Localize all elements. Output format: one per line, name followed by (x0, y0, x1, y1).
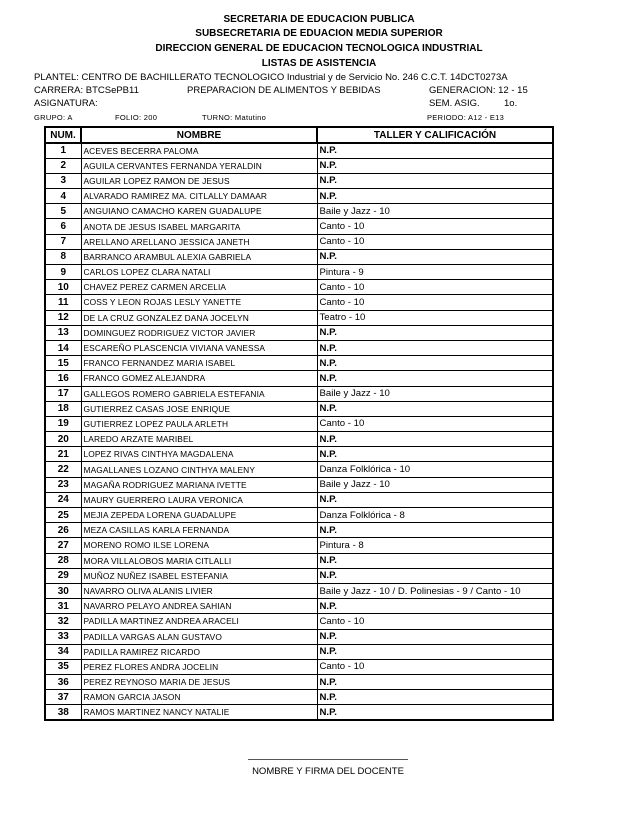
row-number: 27 (45, 538, 81, 553)
table-row (45, 340, 553, 355)
student-name: ESCAREÑO PLASCENCIA VIVIANA VANESSA (81, 340, 317, 355)
row-number: 22 (45, 462, 81, 477)
table-row (45, 204, 553, 219)
table-row (45, 705, 553, 720)
table-header-row (45, 127, 553, 143)
row-number: 19 (45, 416, 81, 431)
student-name: MORA VILLALOBOS MARIA CITLALLI (81, 553, 317, 568)
table-row (45, 371, 553, 386)
grade-cell: N.P. (317, 173, 553, 188)
table-row (45, 280, 553, 295)
grade-cell: Danza Folklórica - 8 (317, 508, 553, 523)
periodo-text: PERIODO: A12 - E13 (427, 113, 505, 122)
student-name: LOPEZ RIVAS CINTHYA MAGDALENA (81, 447, 317, 462)
carrera-text: CARRERA: BTCSePB11 (34, 85, 139, 96)
table-row (45, 173, 553, 188)
table-row (45, 462, 553, 477)
student-name: MAGAÑA RODRIGUEZ MARIANA IVETTE (81, 477, 317, 492)
row-number: 7 (45, 234, 81, 249)
signature-line (248, 759, 408, 760)
table-row (45, 356, 553, 371)
grade-cell: Baile y Jazz - 10 (317, 204, 553, 219)
grade-cell: N.P. (317, 340, 553, 355)
grade-cell: Baile y Jazz - 10 / D. Polinesias - 9 / Canto - 10 (317, 583, 553, 598)
student-name: FRANCO FERNANDEZ MARIA ISABEL (81, 356, 317, 371)
grade-cell: N.P. (317, 158, 553, 173)
table-row (45, 629, 553, 644)
table-row (45, 492, 553, 507)
student-name: DE LA CRUZ GONZALEZ DANA JOCELYN (81, 310, 317, 325)
row-number: 29 (45, 568, 81, 583)
student-name: PADILLA RAMIREZ RICARDO (81, 644, 317, 659)
student-name: ANGUIANO CAMACHO KAREN GUADALUPE (81, 204, 317, 219)
sem-asig-text: SEM. ASIG. (429, 98, 480, 109)
table-row (45, 644, 553, 659)
row-number: 14 (45, 340, 81, 355)
plantel-text: PLANTEL: CENTRO DE BACHILLERATO TECNOLOGICO Industrial y de Servicio No. 246 C.C.T. 14DCT0273A (34, 72, 508, 83)
header-line-sep: SECRETARIA DE EDUCACION PUBLICA (223, 14, 415, 25)
grade-cell: N.P. (317, 143, 553, 158)
table-row (45, 477, 553, 492)
student-name: MEJIA ZEPEDA LORENA GUADALUPE (81, 508, 317, 523)
grade-cell: N.P. (317, 401, 553, 416)
row-number: 35 (45, 659, 81, 674)
row-number: 38 (45, 705, 81, 720)
header-line-direccion: DIRECCION GENERAL DE EDUCACION TECNOLOGICA INDUSTRIAL (155, 43, 483, 54)
row-number: 18 (45, 401, 81, 416)
grade-cell: Baile y Jazz - 10 (317, 386, 553, 401)
student-name: MAGALLANES LOZANO CINTHYA MALENY (81, 462, 317, 477)
table-row (45, 508, 553, 523)
table-row (45, 614, 553, 629)
student-name: RAMON GARCIA JASON (81, 690, 317, 705)
student-name: NAVARRO PELAYO ANDREA SAHIAN (81, 599, 317, 614)
grade-cell: Pintura - 8 (317, 538, 553, 553)
table-row (45, 158, 553, 173)
table-row (45, 295, 553, 310)
grade-cell: N.P. (317, 568, 553, 583)
folio-text: FOLIO: 200 (115, 113, 158, 122)
grade-cell: N.P. (317, 189, 553, 204)
student-name: CHAVEZ PEREZ CARMEN ARCELIA (81, 280, 317, 295)
grade-cell: N.P. (317, 523, 553, 538)
grade-cell: N.P. (317, 599, 553, 614)
grade-cell: N.P. (317, 705, 553, 720)
turno-text: TURNO: Matutino (202, 113, 267, 122)
grade-cell: N.P. (317, 356, 553, 371)
carrera-name-text: PREPARACION DE ALIMENTOS Y BEBIDAS (187, 85, 381, 96)
grade-cell: Canto - 10 (317, 219, 553, 234)
student-name: FRANCO GOMEZ ALEJANDRA (81, 371, 317, 386)
grade-cell: Canto - 10 (317, 659, 553, 674)
student-name: AGUILA CERVANTES FERNANDA YERALDIN (81, 158, 317, 173)
grade-cell: Canto - 10 (317, 416, 553, 431)
student-name: GUTIERREZ CASAS JOSE ENRIQUE (81, 401, 317, 416)
grade-cell: Canto - 10 (317, 295, 553, 310)
row-number: 33 (45, 629, 81, 644)
row-number: 21 (45, 447, 81, 462)
student-name: CARLOS LOPEZ CLARA NATALI (81, 265, 317, 280)
table-row (45, 416, 553, 431)
student-name: GALLEGOS ROMERO GABRIELA ESTEFANIA (81, 386, 317, 401)
column-header-num: NUM. (45, 127, 81, 143)
header-line-listas: LISTAS DE ASISTENCIA (261, 58, 377, 69)
student-name: ARELLANO ARELLANO JESSICA JANETH (81, 234, 317, 249)
row-number: 1 (45, 143, 81, 158)
column-header-grade: TALLER Y CALIFICACIÓN (317, 127, 553, 143)
grade-cell: N.P. (317, 432, 553, 447)
grade-cell: N.P. (317, 553, 553, 568)
table-row (45, 553, 553, 568)
row-number: 24 (45, 492, 81, 507)
student-name: MEZA CASILLAS KARLA FERNANDA (81, 523, 317, 538)
row-number: 5 (45, 204, 81, 219)
student-name: ANOTA DE JESUS ISABEL MARGARITA (81, 219, 317, 234)
student-name: GUTIERREZ LOPEZ PAULA ARLETH (81, 416, 317, 431)
grade-cell: Canto - 10 (317, 280, 553, 295)
student-name: RAMOS MARTINEZ NANCY NATALIE (81, 705, 317, 720)
table-row (45, 325, 553, 340)
row-number: 28 (45, 553, 81, 568)
table-row (45, 189, 553, 204)
table-row (45, 675, 553, 690)
row-number: 16 (45, 371, 81, 386)
grade-cell: N.P. (317, 325, 553, 340)
row-number: 31 (45, 599, 81, 614)
row-number: 3 (45, 173, 81, 188)
grade-cell: N.P. (317, 447, 553, 462)
grade-cell: N.P. (317, 371, 553, 386)
table-row (45, 538, 553, 553)
grade-cell: N.P. (317, 675, 553, 690)
row-number: 17 (45, 386, 81, 401)
grade-cell: N.P. (317, 492, 553, 507)
student-name: COSS Y LEON ROJAS LESLY YANETTE (81, 295, 317, 310)
student-name: PADILLA VARGAS ALAN GUSTAVO (81, 629, 317, 644)
grade-cell: Pintura - 9 (317, 265, 553, 280)
row-number: 6 (45, 219, 81, 234)
student-name: ACEVES BECERRA PALOMA (81, 143, 317, 158)
asignatura-text: ASIGNATURA: (34, 98, 98, 109)
row-number: 15 (45, 356, 81, 371)
signature-label: NOMBRE Y FIRMA DEL DOCENTE (252, 766, 404, 777)
grade-cell: N.P. (317, 629, 553, 644)
table-row (45, 401, 553, 416)
student-name: MUÑOZ NUÑEZ ISABEL ESTEFANIA (81, 568, 317, 583)
table-row (45, 690, 553, 705)
table-row (45, 219, 553, 234)
student-name: BARRANCO ARAMBUL ALEXIA GABRIELA (81, 249, 317, 264)
grade-cell: N.P. (317, 249, 553, 264)
table-row (45, 432, 553, 447)
grade-cell: N.P. (317, 690, 553, 705)
student-name: MORENO ROMO ILSE LORENA (81, 538, 317, 553)
row-number: 37 (45, 690, 81, 705)
row-number: 34 (45, 644, 81, 659)
row-number: 36 (45, 675, 81, 690)
grade-cell: Danza Folklórica - 10 (317, 462, 553, 477)
table-row (45, 447, 553, 462)
grade-cell: N.P. (317, 644, 553, 659)
grade-cell: Canto - 10 (317, 234, 553, 249)
student-name: NAVARRO OLIVA ALANIS LIVIER (81, 583, 317, 598)
table-row (45, 523, 553, 538)
header-line-subsecretaria: SUBSECRETARIA DE EDUACION MEDIA SUPERIOR (195, 28, 443, 39)
column-header-name: NOMBRE (81, 127, 317, 143)
student-name: PEREZ REYNOSO MARIA DE JESUS (81, 675, 317, 690)
row-number: 23 (45, 477, 81, 492)
row-number: 25 (45, 508, 81, 523)
row-number: 10 (45, 280, 81, 295)
table-row (45, 310, 553, 325)
row-number: 11 (45, 295, 81, 310)
generacion-text: GENERACION: 12 - 15 (429, 85, 528, 96)
student-name: MAURY GUERRERO LAURA VERONICA (81, 492, 317, 507)
table-row (45, 568, 553, 583)
row-number: 26 (45, 523, 81, 538)
grupo-text: GRUPO: A (34, 113, 73, 122)
grade-cell: Teatro - 10 (317, 310, 553, 325)
table-row (45, 249, 553, 264)
row-number: 9 (45, 265, 81, 280)
sem-asig-value: 1o. (504, 98, 518, 109)
table-row (45, 583, 553, 598)
attendance-table (44, 126, 554, 721)
row-number: 2 (45, 158, 81, 173)
table-row (45, 386, 553, 401)
grade-cell: Baile y Jazz - 10 (317, 477, 553, 492)
student-name: LAREDO ARZATE MARIBEL (81, 432, 317, 447)
student-name: DOMINGUEZ RODRIGUEZ VICTOR JAVIER (81, 325, 317, 340)
row-number: 32 (45, 614, 81, 629)
student-name: PADILLA MARTINEZ ANDREA ARACELI (81, 614, 317, 629)
table-row (45, 659, 553, 674)
row-number: 30 (45, 583, 81, 598)
table-row (45, 599, 553, 614)
table-row (45, 234, 553, 249)
row-number: 13 (45, 325, 81, 340)
student-name: PEREZ FLORES ANDRA JOCELIN (81, 659, 317, 674)
row-number: 20 (45, 432, 81, 447)
student-name: ALVARADO RAMIREZ MA. CITLALLY DAMAAR (81, 189, 317, 204)
student-name: AGUILAR LOPEZ RAMON DE JESUS (81, 173, 317, 188)
row-number: 4 (45, 189, 81, 204)
row-number: 8 (45, 249, 81, 264)
table-row (45, 265, 553, 280)
row-number: 12 (45, 310, 81, 325)
grade-cell: Canto - 10 (317, 614, 553, 629)
table-row (45, 143, 553, 158)
